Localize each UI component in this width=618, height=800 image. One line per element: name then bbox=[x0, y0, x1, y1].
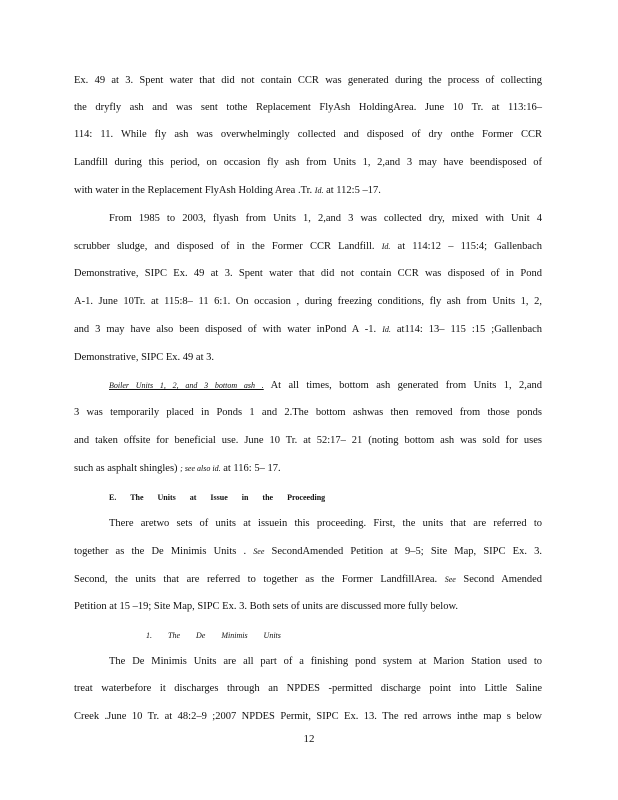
body-line bbox=[74, 545, 542, 559]
body-line: Landfill during this period, on occasion fly ash from Units 1, 2,and 3 may have beendisposed of bbox=[74, 157, 542, 168]
body-text: at 114:12 – 115:4; Gallenbach bbox=[397, 241, 543, 252]
subsection-heading: 1. The De Minimis Units bbox=[146, 631, 281, 640]
body-line: Ex. 49 at 3. Spent water that did not contain CCR was generated during the process of collecting bbox=[74, 75, 542, 86]
body-line: From 1985 to 2003, flyash from Units 1, 2,and 3 was collected dry, mixed with Unit 4 bbox=[109, 213, 542, 224]
citation-id: Id. bbox=[314, 186, 324, 195]
citation-see: See bbox=[444, 575, 456, 584]
body-text: scrubber sludge, and disposed of in the Former CCR Landfill. bbox=[74, 241, 375, 252]
body-line: Demonstrative, SIPC Ex. 49 at 3. bbox=[74, 352, 214, 363]
body-line bbox=[74, 240, 542, 254]
body-text: together as the De Minimis Units . bbox=[74, 546, 247, 557]
body-text: Second Amended bbox=[463, 574, 543, 585]
body-line: A-1. June 10Tr. at 115:8– 11 6:1. On occasion , during freezing conditions, fly ash from Units 1, 2, bbox=[74, 296, 542, 307]
body-line: 114: 11. While fly ash was overwhelmingly collected and disposed of dry onthe Former CCR bbox=[74, 129, 542, 140]
body-line: Creek .June 10 Tr. at 48:2–9 ;2007 NPDES Permit, SIPC Ex. 13. The red arrows inthe map s below bbox=[74, 711, 542, 722]
body-line bbox=[74, 462, 542, 476]
body-text: Second, the units that are referred to together as the Former LandfillArea. bbox=[74, 574, 438, 585]
body-text: SecondAmended Petition at 9–5; Site Map, SIPC Ex. 3. bbox=[271, 546, 542, 557]
citation-see: See bbox=[253, 547, 265, 556]
body-line bbox=[74, 323, 542, 337]
run-in-heading: Boiler Units 1, 2, and 3 bottom ash . bbox=[109, 381, 264, 390]
body-line bbox=[109, 379, 542, 393]
body-line: the dryfly ash and was sent tothe Replacement FlyAsh HoldingArea. June 10 Tr. at 113:16– bbox=[74, 102, 542, 113]
body-text: at 116: 5– 17. bbox=[223, 463, 281, 474]
body-text: with water in the Replacement FlyAsh Holding Area .Tr. bbox=[74, 185, 313, 196]
body-text: and 3 may have also been disposed of with water inPond A -1. bbox=[74, 324, 377, 335]
body-text: at114: 13– 115 :15 ;Gallenbach bbox=[396, 324, 543, 335]
body-line: Demonstrative, SIPC Ex. 49 at 3. Spent water that did not contain CCR was disposed of in Pond bbox=[74, 268, 542, 279]
body-text: at 112:5 –17. bbox=[326, 185, 381, 196]
body-line: 3 was temporarily placed in Ponds 1 and 2.The bottom ashwas then removed from those ponds bbox=[74, 407, 542, 418]
citation-see-also: ; see also id. bbox=[180, 464, 221, 473]
body-line: and taken offsite for beneficial use. June 10 Tr. at 52:17– 21 (noting bottom ash was sold for uses bbox=[74, 435, 542, 446]
section-heading: E. The Units at Issue in the Proceeding bbox=[109, 493, 326, 502]
body-line bbox=[74, 184, 542, 198]
body-line: The De Minimis Units are all part of a finishing pond system at Marion Station used to bbox=[109, 656, 542, 667]
body-line: There aretwo sets of units at issuein this proceeding. First, the units that are referred to bbox=[109, 518, 542, 529]
page-number: 12 bbox=[303, 733, 315, 745]
citation-id: Id. bbox=[381, 242, 391, 251]
body-line: Petition at 15 –19; Site Map, SIPC Ex. 3. Both sets of units are discussed more fully below. bbox=[74, 601, 458, 612]
citation-id: Id. bbox=[382, 325, 391, 334]
body-line bbox=[74, 573, 542, 587]
body-text: such as asphalt shingles) bbox=[74, 463, 178, 474]
body-line: treat waterbefore it discharges through an NPDES -permitted discharge point into Little Saline bbox=[74, 683, 542, 694]
body-text: At all times, bottom ash generated from Units 1, 2,and bbox=[270, 380, 543, 391]
